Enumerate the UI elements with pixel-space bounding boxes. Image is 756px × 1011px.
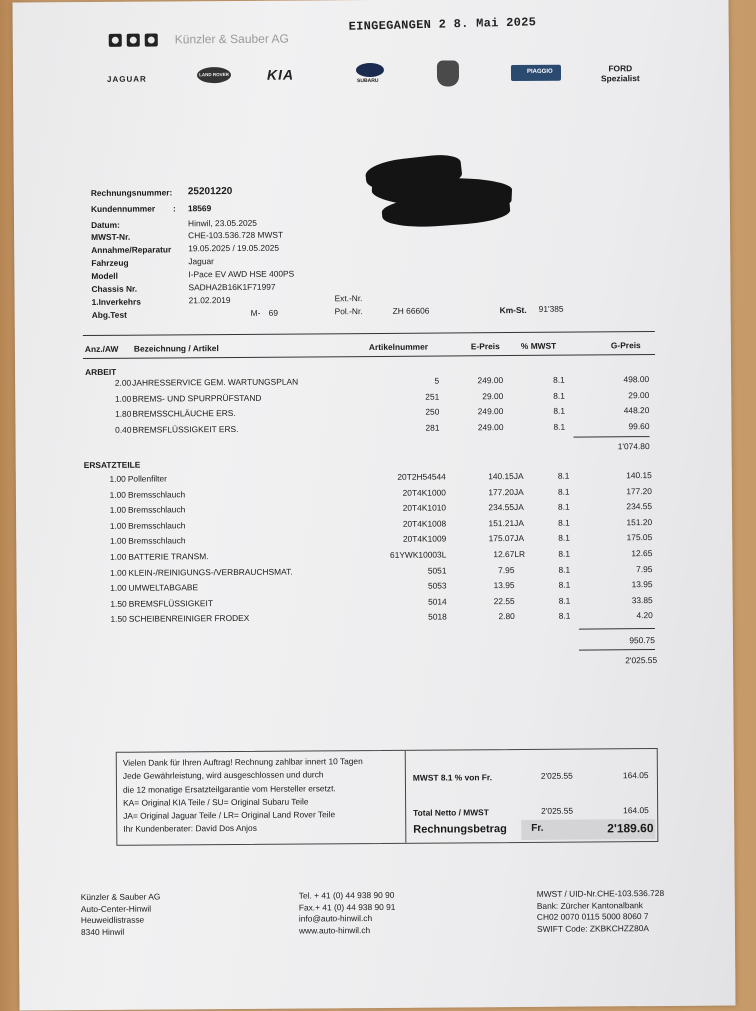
customer-number: 18569 [187, 203, 212, 214]
col-total: G-Preis [610, 340, 641, 351]
col-description: Bezeichnung / Artikel [133, 343, 219, 354]
col-unit-price: E-Preis [470, 341, 500, 352]
vat-summary-amount: 164.05 [622, 770, 649, 781]
row-qty: 1.00 [109, 504, 127, 516]
section-arbeit-title: ARBEIT [85, 366, 117, 378]
emission-test-m: M- [250, 307, 261, 318]
row-article: 281 [425, 422, 440, 433]
footer-line: 8340 Hinwil [80, 926, 125, 937]
table-header-top-line [83, 331, 655, 336]
invoice-amount-total: 2'189.60 [607, 821, 654, 836]
note-line: KA= Original KIA Teile / SU= Original Subaru Teile [123, 796, 309, 808]
row-total: 33.85 [631, 594, 653, 605]
received-stamp: EINGEGANGEN 2 8. Mai 2025 [348, 15, 537, 34]
row-origin-tag: JA [514, 533, 525, 544]
row-qty: 1.00 [109, 520, 127, 531]
section-ersatzteile-title: ERSATZTEILE [83, 459, 141, 471]
footer-website: www.auto-hinwil.ch [298, 924, 371, 936]
row-unit-price: 2.80 [498, 611, 515, 622]
row-vat: 8.1 [557, 486, 570, 497]
row-article: 251 [425, 391, 440, 402]
footer-contact [299, 890, 396, 937]
footer-bank-name: Bank: Zürcher Kantonalbank [536, 899, 643, 911]
registration-label: 1.Inverkehrs [91, 296, 141, 307]
customer-number-label: Kundennummer [90, 203, 156, 214]
row-qty: 1.00 [110, 567, 127, 578]
net-total-base: 2'025.55 [541, 805, 574, 816]
row-qty: 1.00 [109, 536, 127, 547]
footer-line: Heuweidlistrasse [80, 914, 145, 926]
row-article: 5053 [427, 580, 447, 591]
net-total-amount: 164.05 [623, 805, 649, 816]
row-description: Bremsschlauch [128, 504, 186, 515]
vehicle-label: Fahrzeug [91, 257, 129, 268]
plate-label: Pol.-Nr. [334, 306, 363, 317]
subaru-logo: SUBARU [356, 63, 384, 85]
arbeit-subtotal-line [574, 436, 650, 438]
row-description: Pollenfilter [127, 473, 167, 484]
footer-swift: SWIFT Code: ZKBKCHZZ80A [536, 922, 650, 934]
footer-bank [537, 888, 665, 935]
row-vat: 8.1 [558, 595, 571, 606]
row-article: 250 [425, 406, 440, 417]
chassis-value: SADHA2B16K1F71997 [188, 281, 276, 293]
arbeit-subtotal: 1'074.80 [617, 441, 650, 452]
row-vat: 8.1 [553, 374, 565, 385]
footer-fax: Fax.+ 41 (0) 44 938 90 91 [298, 901, 396, 913]
col-vat: % MWST [520, 340, 557, 351]
row-description: JAHRESSERVICE GEM. WARTUNGSPLAN [132, 376, 299, 388]
row-total: 99.60 [628, 420, 650, 431]
row-qty: 1.50 [110, 598, 127, 609]
chassis-label: Chassis Nr. [91, 283, 138, 294]
vat-summary-label: MWST 8.1 % von Fr. [412, 772, 493, 783]
row-qty: 1.80 [115, 408, 132, 419]
row-article: 20T4K1008 [402, 518, 447, 529]
row-description: Bremsschlauch [128, 520, 186, 531]
parts-subtotal: 950.75 [629, 635, 655, 646]
footer-iban: CH02 0070 0115 5000 8060 7 [536, 911, 649, 922]
row-vat: 8.1 [558, 564, 571, 575]
invoice-paper [12, 0, 735, 1010]
row-unit-price: 12.67 [493, 549, 515, 560]
row-unit-price: 234.55 [488, 502, 515, 513]
row-article: 61YWK10003L [389, 549, 447, 560]
date-value: Hinwil, 23.05.2025 [188, 217, 257, 229]
invoice-number: 25201220 [187, 185, 233, 198]
row-total: 175.05 [626, 532, 653, 543]
row-unit-price: 249.00 [477, 406, 504, 417]
row-total: 177.20 [626, 485, 652, 496]
date-label: Datum: [91, 219, 120, 230]
vat-summary-base: 2'025.55 [540, 770, 573, 781]
row-unit-price: 175.07 [488, 533, 515, 544]
row-article: 20T4K1000 [402, 487, 446, 498]
row-article: 5018 [428, 611, 447, 623]
invoice-amount-currency: Fr. [531, 822, 544, 834]
grand-subtotal: 2'025.55 [625, 655, 658, 666]
note-line: JA= Original Jaguar Teile / LR= Original Land Rover Teile [123, 809, 336, 821]
row-unit-price: 13.95 [493, 580, 515, 591]
row-unit-price: 22.55 [493, 595, 515, 606]
row-total: 151.20 [626, 516, 653, 528]
jaguar-logo: JAGUAR [106, 74, 147, 84]
kia-logo: KIA [266, 66, 295, 83]
company-logo [12, 0, 728, 3]
row-vat: 8.1 [558, 517, 570, 528]
footer-line: Auto-Center-Hinwil [80, 903, 152, 914]
footer-email: info@auto-hinwil.ch [298, 913, 373, 924]
row-qty: 1.00 [110, 582, 127, 594]
row-qty: 1.00 [109, 489, 126, 500]
col-article: Artikelnummer [368, 341, 429, 353]
row-description: Bremsschlauch [127, 488, 186, 500]
repair-dates-label: Annahme/Reparatur [91, 244, 172, 255]
row-unit-price: 151.21 [488, 517, 515, 528]
row-vat: 8.1 [558, 611, 571, 622]
row-description: BREMS- UND SPURPRÜFSTAND [132, 392, 262, 404]
row-vat: 8.1 [553, 390, 565, 401]
row-description: KLEIN-/REINIGUNGS-/VERBRAUCHSMAT. [128, 566, 293, 578]
row-total: 4.20 [636, 610, 653, 621]
plate-value: ZH 66606 [392, 305, 430, 316]
note-line: Ihr Kundenberater: David Dos Anjos [123, 823, 257, 835]
row-qty: 1.00 [114, 393, 132, 404]
row-qty: 1.00 [110, 551, 127, 562]
col-qty: Anz./AW [84, 343, 119, 355]
table-header-bottom-line [83, 354, 655, 359]
row-article: 20T4K1009 [402, 533, 447, 545]
mileage-label: Km-St. [499, 304, 527, 316]
model-label: Modell [91, 270, 118, 281]
row-vat: 8.1 [557, 470, 570, 481]
row-article: 5014 [428, 596, 447, 607]
row-origin-tag: JA [513, 486, 524, 497]
customer-number-colon: : [172, 203, 176, 214]
row-total: 448.20 [623, 405, 650, 416]
row-qty: 1.00 [109, 473, 126, 484]
note-line: Vielen Dank für Ihren Auftrag! Rechnung zahlbar innert 10 Tagen [122, 756, 363, 768]
row-unit-price: 177.20 [488, 486, 514, 497]
row-unit-price: 249.00 [477, 421, 504, 432]
row-vat: 8.1 [558, 548, 571, 559]
footer-uid: MWST / UID-Nr.CHE-103.536.728 [536, 887, 665, 899]
landrover-logo: LAND ROVER [197, 67, 231, 83]
footer-address [81, 892, 161, 939]
repair-dates-value: 19.05.2025 / 19.05.2025 [188, 242, 280, 254]
footer-phone: Tel. + 41 (0) 44 938 90 90 [298, 889, 395, 901]
vat-number-label: MWST-Nr. [91, 231, 131, 242]
ford-spezialist-logo: FORD Spezialist [600, 63, 640, 84]
parts-subtotal-line [579, 628, 655, 630]
invoice-number-label: Rechnungsnummer: [90, 187, 173, 198]
company-logo-name: Künzler & Sauber AG [174, 31, 289, 47]
row-total: 12.65 [631, 548, 653, 559]
row-description: BREMSSCHLÄUCHE ERS. [132, 407, 236, 419]
footer-line: Künzler & Sauber AG [80, 891, 161, 903]
row-unit-price: 140.15 [488, 471, 514, 482]
row-total: 234.55 [626, 501, 653, 512]
summary-notes [123, 755, 363, 836]
invoice-amount-label: Rechnungsbetrag [413, 823, 507, 836]
row-article: 20T4K1010 [402, 502, 447, 513]
row-description: SCHEIBENREINIGER FRODEX [128, 613, 250, 625]
emission-test-value: 69 [268, 307, 279, 318]
registration-value: 21.02.2019 [188, 294, 231, 306]
row-origin-tag: JA [514, 517, 524, 528]
row-total: 498.00 [623, 374, 650, 385]
note-line: Jede Gewährleistung, wird ausgeschlossen und durch [122, 769, 324, 782]
row-description: BREMSFLÜSSIGKEIT [128, 597, 213, 609]
row-total: 13.95 [631, 579, 653, 590]
row-description: BATTERIE TRANSM. [128, 551, 209, 562]
row-vat: 8.1 [557, 501, 570, 512]
vat-number-value: CHE-103.536.728 MWST [188, 229, 284, 241]
model-value: I-Pace EV AWD HSE 400PS [188, 268, 295, 280]
redacted-address [12, 0, 728, 3]
note-line: die 12 monatige Ersatzteilgarantie vom Hersteller ersetzt. [122, 782, 336, 795]
row-article: 20T2H54544 [397, 471, 446, 482]
row-origin-tag: JA [513, 502, 524, 513]
row-description: UMWELTABGABE [128, 582, 199, 593]
row-description: Bremsschlauch [128, 535, 186, 547]
row-unit-price: 7.95 [498, 564, 515, 575]
row-vat: 8.1 [558, 579, 571, 590]
net-total-label: Total Netto / MWST [413, 807, 489, 818]
row-vat: 8.1 [558, 533, 570, 544]
row-total: 29.00 [628, 389, 650, 400]
ext-nr-label: Ext.-Nr. [334, 293, 363, 304]
row-article: 5 [434, 375, 440, 386]
vehicle-value: Jaguar [188, 256, 214, 267]
row-article: 5051 [427, 565, 447, 576]
row-unit-price: 29.00 [482, 390, 504, 401]
row-total: 140.15 [626, 470, 652, 481]
row-qty: 1.50 [110, 614, 127, 625]
row-origin-tag: LR [514, 548, 526, 560]
row-unit-price: 249.00 [477, 375, 504, 386]
mileage-value: 91'385 [538, 303, 564, 314]
row-description: BREMSFLÜSSIGKEIT ERS. [132, 423, 239, 435]
peugeot-logo [437, 60, 459, 86]
grand-subtotal-line [579, 649, 655, 651]
row-qty: 0.40 [115, 424, 132, 435]
row-qty: 2.00 [114, 377, 132, 388]
row-origin-tag: JA [513, 470, 524, 482]
piaggio-logo: PIAGGIO [511, 65, 561, 81]
summary-box [116, 748, 659, 846]
row-total: 7.95 [636, 563, 653, 574]
emission-test-label: Abg.Test [91, 309, 127, 320]
row-vat: 8.1 [553, 405, 566, 416]
row-vat: 8.1 [553, 421, 566, 432]
